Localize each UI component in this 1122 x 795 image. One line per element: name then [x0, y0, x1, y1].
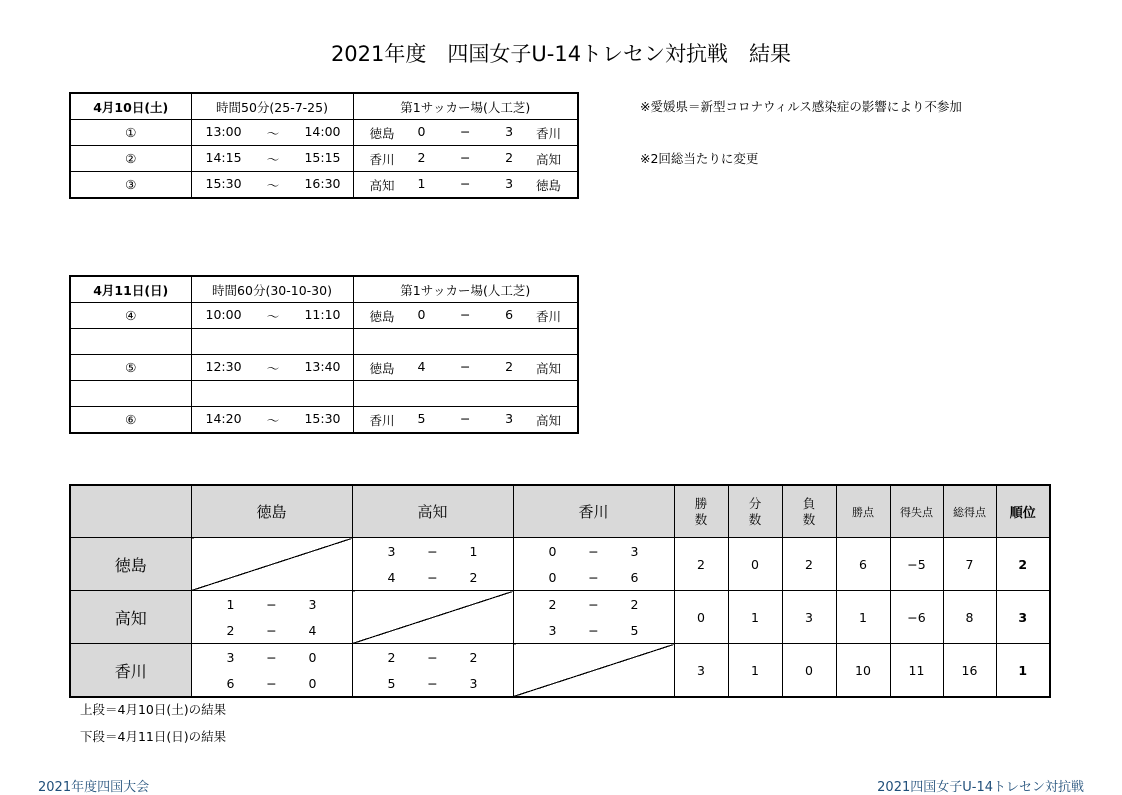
goal-diff-value: 11 — [890, 644, 943, 698]
corner-cell — [70, 485, 191, 538]
goals-conceded: 1 — [469, 543, 478, 559]
home-team: 香川 — [369, 412, 395, 428]
results-row — [70, 538, 1050, 565]
losses-value: 0 — [782, 644, 836, 698]
goals-scored: 6 — [226, 675, 235, 691]
goals-conceded: 2 — [630, 596, 639, 612]
wins-value: 3 — [674, 644, 728, 698]
score-cell — [513, 538, 674, 565]
tilde: 〜 — [266, 177, 280, 193]
dash: − — [460, 149, 471, 165]
end-time: 11:10 — [304, 306, 341, 322]
home-team: 徳島 — [369, 125, 395, 141]
score-cell — [352, 538, 513, 565]
goals-for-value: 7 — [943, 538, 996, 591]
home-team: 高知 — [369, 177, 395, 193]
diagonal-cell — [191, 538, 352, 591]
draws-value: 0 — [728, 538, 782, 591]
legend-upper: 上段＝4月10日(土)の結果 — [80, 702, 227, 717]
col-team-tokushima: 徳島 — [191, 485, 352, 538]
goals-scored: 3 — [387, 543, 396, 559]
dash: − — [460, 410, 471, 426]
draws-value: 1 — [728, 591, 782, 644]
date-label: 4月10日(土) — [70, 93, 191, 120]
goal-diff-value: −6 — [890, 591, 943, 644]
points-value: 6 — [836, 538, 890, 591]
note-ehime: ※愛媛県＝新型コロナウィルス感染症の影響により不参加 — [640, 99, 962, 114]
diagonal-cell — [352, 591, 513, 644]
home-score: 2 — [417, 149, 426, 165]
row-team-name: 徳島 — [70, 538, 191, 591]
goals-conceded: 3 — [630, 543, 639, 559]
goals-conceded: 2 — [469, 649, 478, 665]
results-row — [70, 644, 1050, 671]
diagonal-cell — [513, 644, 674, 698]
col-team-kochi: 高知 — [352, 485, 513, 538]
col-goal-diff: 得失点 — [890, 485, 943, 538]
rank-value: 1 — [996, 644, 1050, 698]
tilde: 〜 — [266, 151, 280, 167]
start-time: 14:20 — [205, 410, 242, 426]
score-cell — [352, 564, 513, 591]
goals-scored: 5 — [387, 675, 396, 691]
results-row — [70, 591, 1050, 618]
empty-row — [70, 381, 578, 407]
wins-value: 0 — [674, 591, 728, 644]
dash: − — [460, 175, 471, 191]
col-points: 勝点 — [836, 485, 890, 538]
home-score: 4 — [417, 358, 426, 374]
tilde: 〜 — [266, 308, 280, 324]
goals-conceded: 6 — [630, 569, 639, 585]
match-row — [70, 172, 578, 199]
home-team: 香川 — [369, 151, 395, 167]
away-score: 2 — [505, 358, 514, 374]
venue-label: 第1サッカー場(人工芝) — [353, 276, 578, 303]
date-label: 4月11日(日) — [70, 276, 191, 303]
away-score: 3 — [505, 175, 514, 191]
end-time: 16:30 — [304, 175, 341, 191]
away-team: 高知 — [535, 151, 561, 167]
wins-value: 2 — [674, 538, 728, 591]
tilde: 〜 — [266, 360, 280, 376]
goals-scored: 2 — [387, 649, 396, 665]
away-score: 3 — [505, 123, 514, 139]
score-cell — [352, 644, 513, 671]
dash: − — [427, 649, 438, 665]
dash: − — [427, 569, 438, 585]
match-number: ④ — [70, 303, 191, 329]
col-wins: 勝 数 — [674, 485, 728, 538]
points-value: 10 — [836, 644, 890, 698]
end-time: 15:30 — [304, 410, 341, 426]
away-team: 香川 — [535, 125, 561, 141]
goals-scored: 0 — [548, 543, 557, 559]
goals-conceded: 5 — [630, 622, 639, 638]
results-table — [69, 484, 1051, 698]
tilde: 〜 — [266, 412, 280, 428]
away-score: 2 — [505, 149, 514, 165]
match-number: ② — [70, 146, 191, 172]
end-time: 13:40 — [304, 358, 341, 374]
empty-row — [70, 329, 578, 355]
losses-value: 3 — [782, 591, 836, 644]
dash: − — [427, 675, 438, 691]
dash: − — [427, 543, 438, 559]
home-score: 1 — [417, 175, 426, 191]
end-time: 14:00 — [304, 123, 341, 139]
start-time: 10:00 — [205, 306, 242, 322]
match-row — [70, 146, 578, 172]
goals-for-value: 8 — [943, 591, 996, 644]
row-team-name: 高知 — [70, 591, 191, 644]
dash: − — [266, 649, 277, 665]
start-time: 12:30 — [205, 358, 242, 374]
dash: − — [588, 543, 599, 559]
schedule-table-day1 — [69, 92, 579, 199]
dash: − — [460, 306, 471, 322]
col-team-kagawa: 香川 — [513, 485, 674, 538]
col-draws: 分 数 — [728, 485, 782, 538]
dash: − — [266, 622, 277, 638]
rank-value: 3 — [996, 591, 1050, 644]
time-format: 時間50分(25-7-25) — [191, 93, 353, 120]
home-score: 5 — [417, 410, 426, 426]
goals-conceded: 2 — [469, 569, 478, 585]
home-team: 徳島 — [369, 360, 395, 376]
match-number: ③ — [70, 172, 191, 199]
start-time: 13:00 — [205, 123, 242, 139]
end-time: 15:15 — [304, 149, 341, 165]
match-number: ⑤ — [70, 355, 191, 381]
dash: − — [460, 123, 471, 139]
note-format: ※2回総当たりに変更 — [640, 151, 759, 166]
match-row — [70, 407, 578, 434]
match-row — [70, 355, 578, 381]
row-team-name: 香川 — [70, 644, 191, 698]
away-team: 高知 — [535, 360, 561, 376]
goals-conceded: 0 — [308, 649, 317, 665]
goals-scored: 2 — [548, 596, 557, 612]
score-cell — [352, 670, 513, 697]
home-score: 0 — [417, 306, 426, 322]
points-value: 1 — [836, 591, 890, 644]
goals-conceded: 3 — [469, 675, 478, 691]
home-team: 徳島 — [369, 308, 395, 324]
match-number: ⑥ — [70, 407, 191, 434]
schedule-table-day2 — [69, 275, 579, 434]
dash: − — [460, 358, 471, 374]
dash: − — [588, 622, 599, 638]
score-cell — [513, 617, 674, 644]
goals-for-value: 16 — [943, 644, 996, 698]
col-rank: 順位 — [996, 485, 1050, 538]
away-score: 3 — [505, 410, 514, 426]
dash: − — [588, 569, 599, 585]
goals-scored: 1 — [226, 596, 235, 612]
tilde: 〜 — [266, 125, 280, 141]
goals-conceded: 3 — [308, 596, 317, 612]
goals-scored: 0 — [548, 569, 557, 585]
col-goals-for: 総得点 — [943, 485, 996, 538]
away-team: 徳島 — [535, 177, 561, 193]
goals-scored: 4 — [387, 569, 396, 585]
legend-lower: 下段＝4月11日(日)の結果 — [80, 729, 227, 744]
col-losses: 負 数 — [782, 485, 836, 538]
dash: − — [266, 675, 277, 691]
draws-value: 1 — [728, 644, 782, 698]
goals-conceded: 4 — [308, 622, 317, 638]
dash: − — [588, 596, 599, 612]
start-time: 15:30 — [205, 175, 242, 191]
away-score: 6 — [505, 306, 514, 322]
venue-label: 第1サッカー場(人工芝) — [353, 93, 578, 120]
rank-value: 2 — [996, 538, 1050, 591]
page-title: 2021年度 四国女子U-14トレセン対抗戦 結果 — [330, 42, 792, 66]
home-score: 0 — [417, 123, 426, 139]
footer-left: 2021年度四国大会 — [38, 780, 150, 795]
losses-value: 2 — [782, 538, 836, 591]
dash: − — [266, 596, 277, 612]
footer-right: 2021四国女子U-14トレセン対抗戦 — [877, 780, 1084, 795]
score-cell — [191, 644, 352, 671]
score-cell — [191, 617, 352, 644]
away-team: 香川 — [535, 308, 561, 324]
match-number: ① — [70, 120, 191, 146]
goals-scored: 3 — [548, 622, 557, 638]
match-row — [70, 303, 578, 329]
time-format: 時間60分(30-10-30) — [191, 276, 353, 303]
goals-conceded: 0 — [308, 675, 317, 691]
goals-scored: 2 — [226, 622, 235, 638]
score-cell — [191, 591, 352, 618]
score-cell — [513, 564, 674, 591]
goals-scored: 3 — [226, 649, 235, 665]
results-header-row — [70, 485, 1050, 538]
away-team: 高知 — [535, 412, 561, 428]
score-cell — [191, 670, 352, 697]
score-cell — [513, 591, 674, 618]
match-row — [70, 120, 578, 146]
start-time: 14:15 — [205, 149, 242, 165]
goal-diff-value: −5 — [890, 538, 943, 591]
